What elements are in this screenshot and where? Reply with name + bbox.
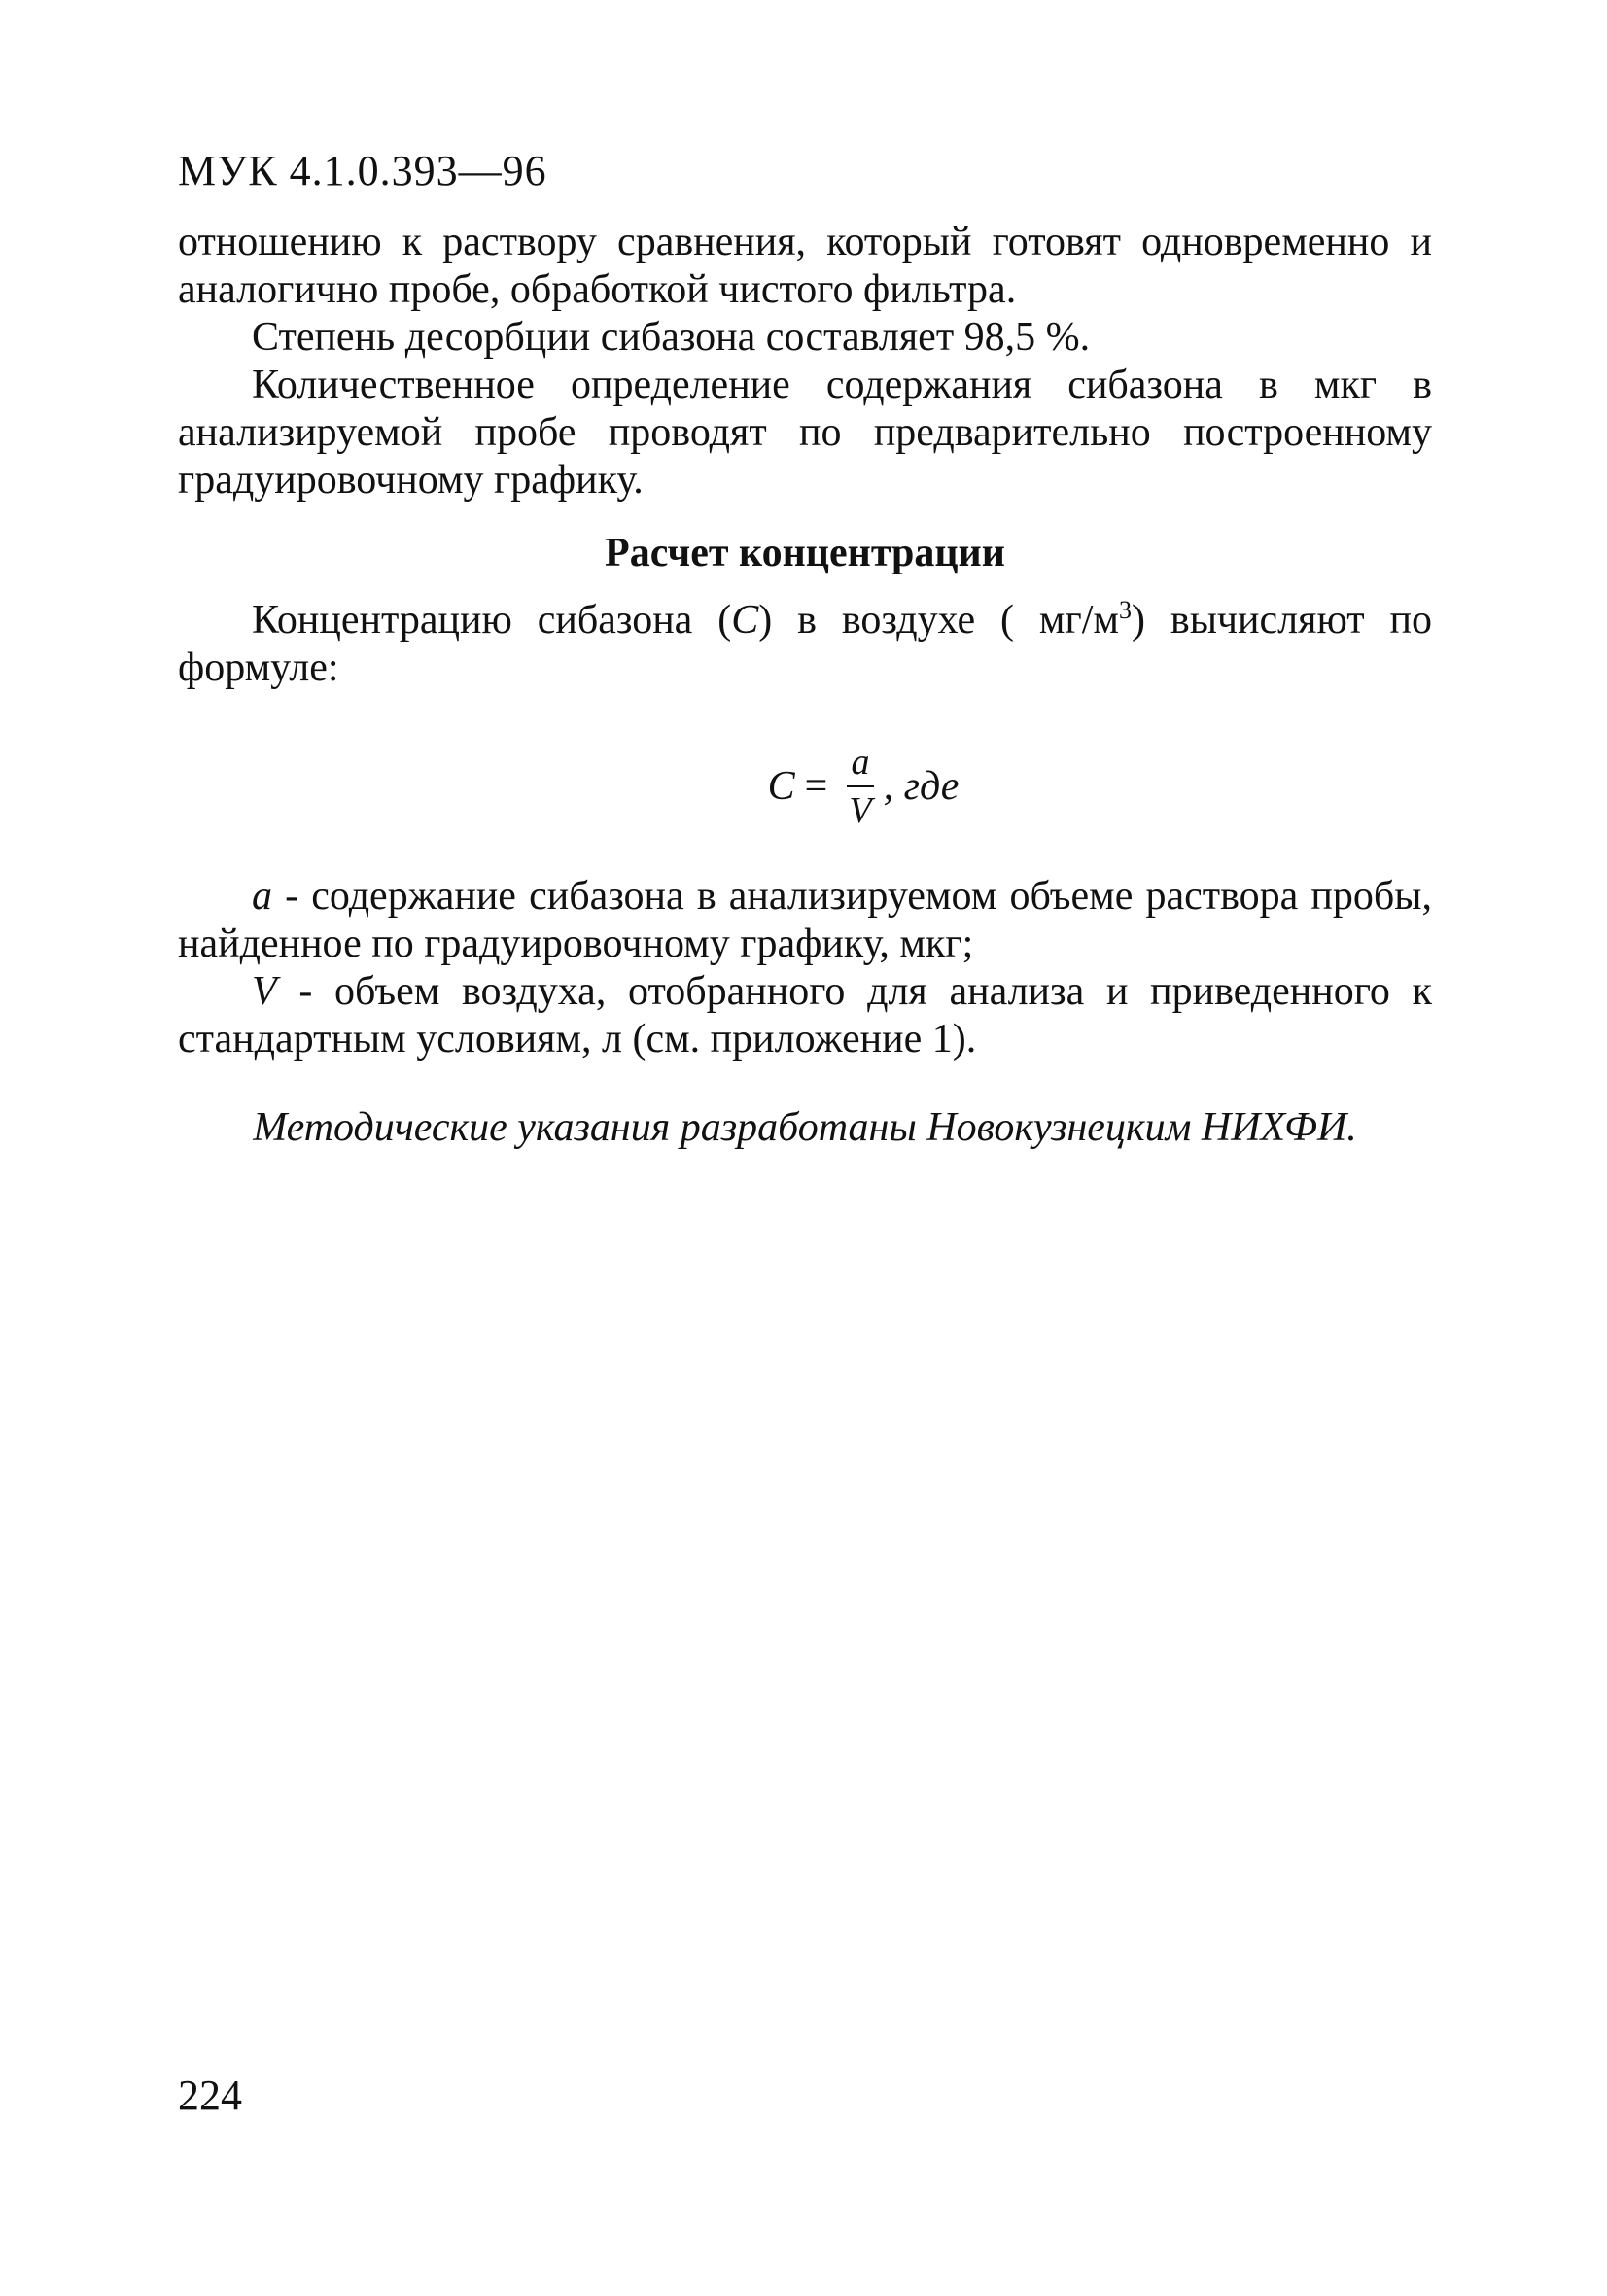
formula-lhs: С — [767, 763, 795, 809]
concentration-lead: Концентрацию сибазона ( — [252, 597, 732, 643]
definition-v-variable: V — [252, 968, 277, 1014]
concentration-tail: ) вычисляют по формуле: — [178, 597, 1432, 690]
definition-a — [178, 873, 1432, 968]
concentration-formula — [178, 743, 1432, 830]
formula-denominator: V — [849, 789, 872, 831]
document-code-header: МУК 4.1.0.393—96 — [178, 147, 547, 194]
fraction-bar — [847, 785, 874, 787]
formula-equals: = — [804, 763, 828, 809]
paragraph-desorption-degree: Степень десорбции сибазона составляет 98,5 %. — [252, 314, 1091, 360]
formula-numerator: a — [851, 741, 870, 783]
concentration-variable: С — [731, 597, 759, 643]
formula-suffix: , где — [883, 763, 960, 809]
paragraph-concentration-intro — [178, 597, 1432, 692]
definition-v — [178, 968, 1432, 1063]
paragraph-reference-solution: отношению к раствору сравнения, который готовят одновременно и аналогично пробе, обработкой чистого фильтра. — [178, 219, 1432, 312]
definition-a-text: - содержание сибазона в анализируемом объеме раствора пробы, найденное по градуировочному графику, мкг; — [178, 873, 1432, 966]
page-number: 224 — [178, 2071, 242, 2119]
paragraph-quantitative-determination: Количественное определение содержания сибазона в мкг в анализируемой пробе проводят по предварительно построенному градуировочному графику. — [178, 362, 1432, 503]
definition-a-variable: a — [252, 873, 272, 919]
concentration-unit: ) в воздухе ( мг/м — [758, 597, 1119, 643]
developer-credit: Методические указания разработаны Новокузнецким НИХФИ. — [253, 1104, 1357, 1150]
definition-v-text: - объем воздуха, отобранного для анализа и приведенного к стандартным условиям, л (см. приложение 1). — [178, 968, 1432, 1061]
document-page — [178, 146, 1432, 1152]
formula-fraction — [843, 743, 877, 830]
section-title: Расчет концентрации — [605, 530, 1005, 575]
unit-exponent: 3 — [1119, 595, 1132, 624]
